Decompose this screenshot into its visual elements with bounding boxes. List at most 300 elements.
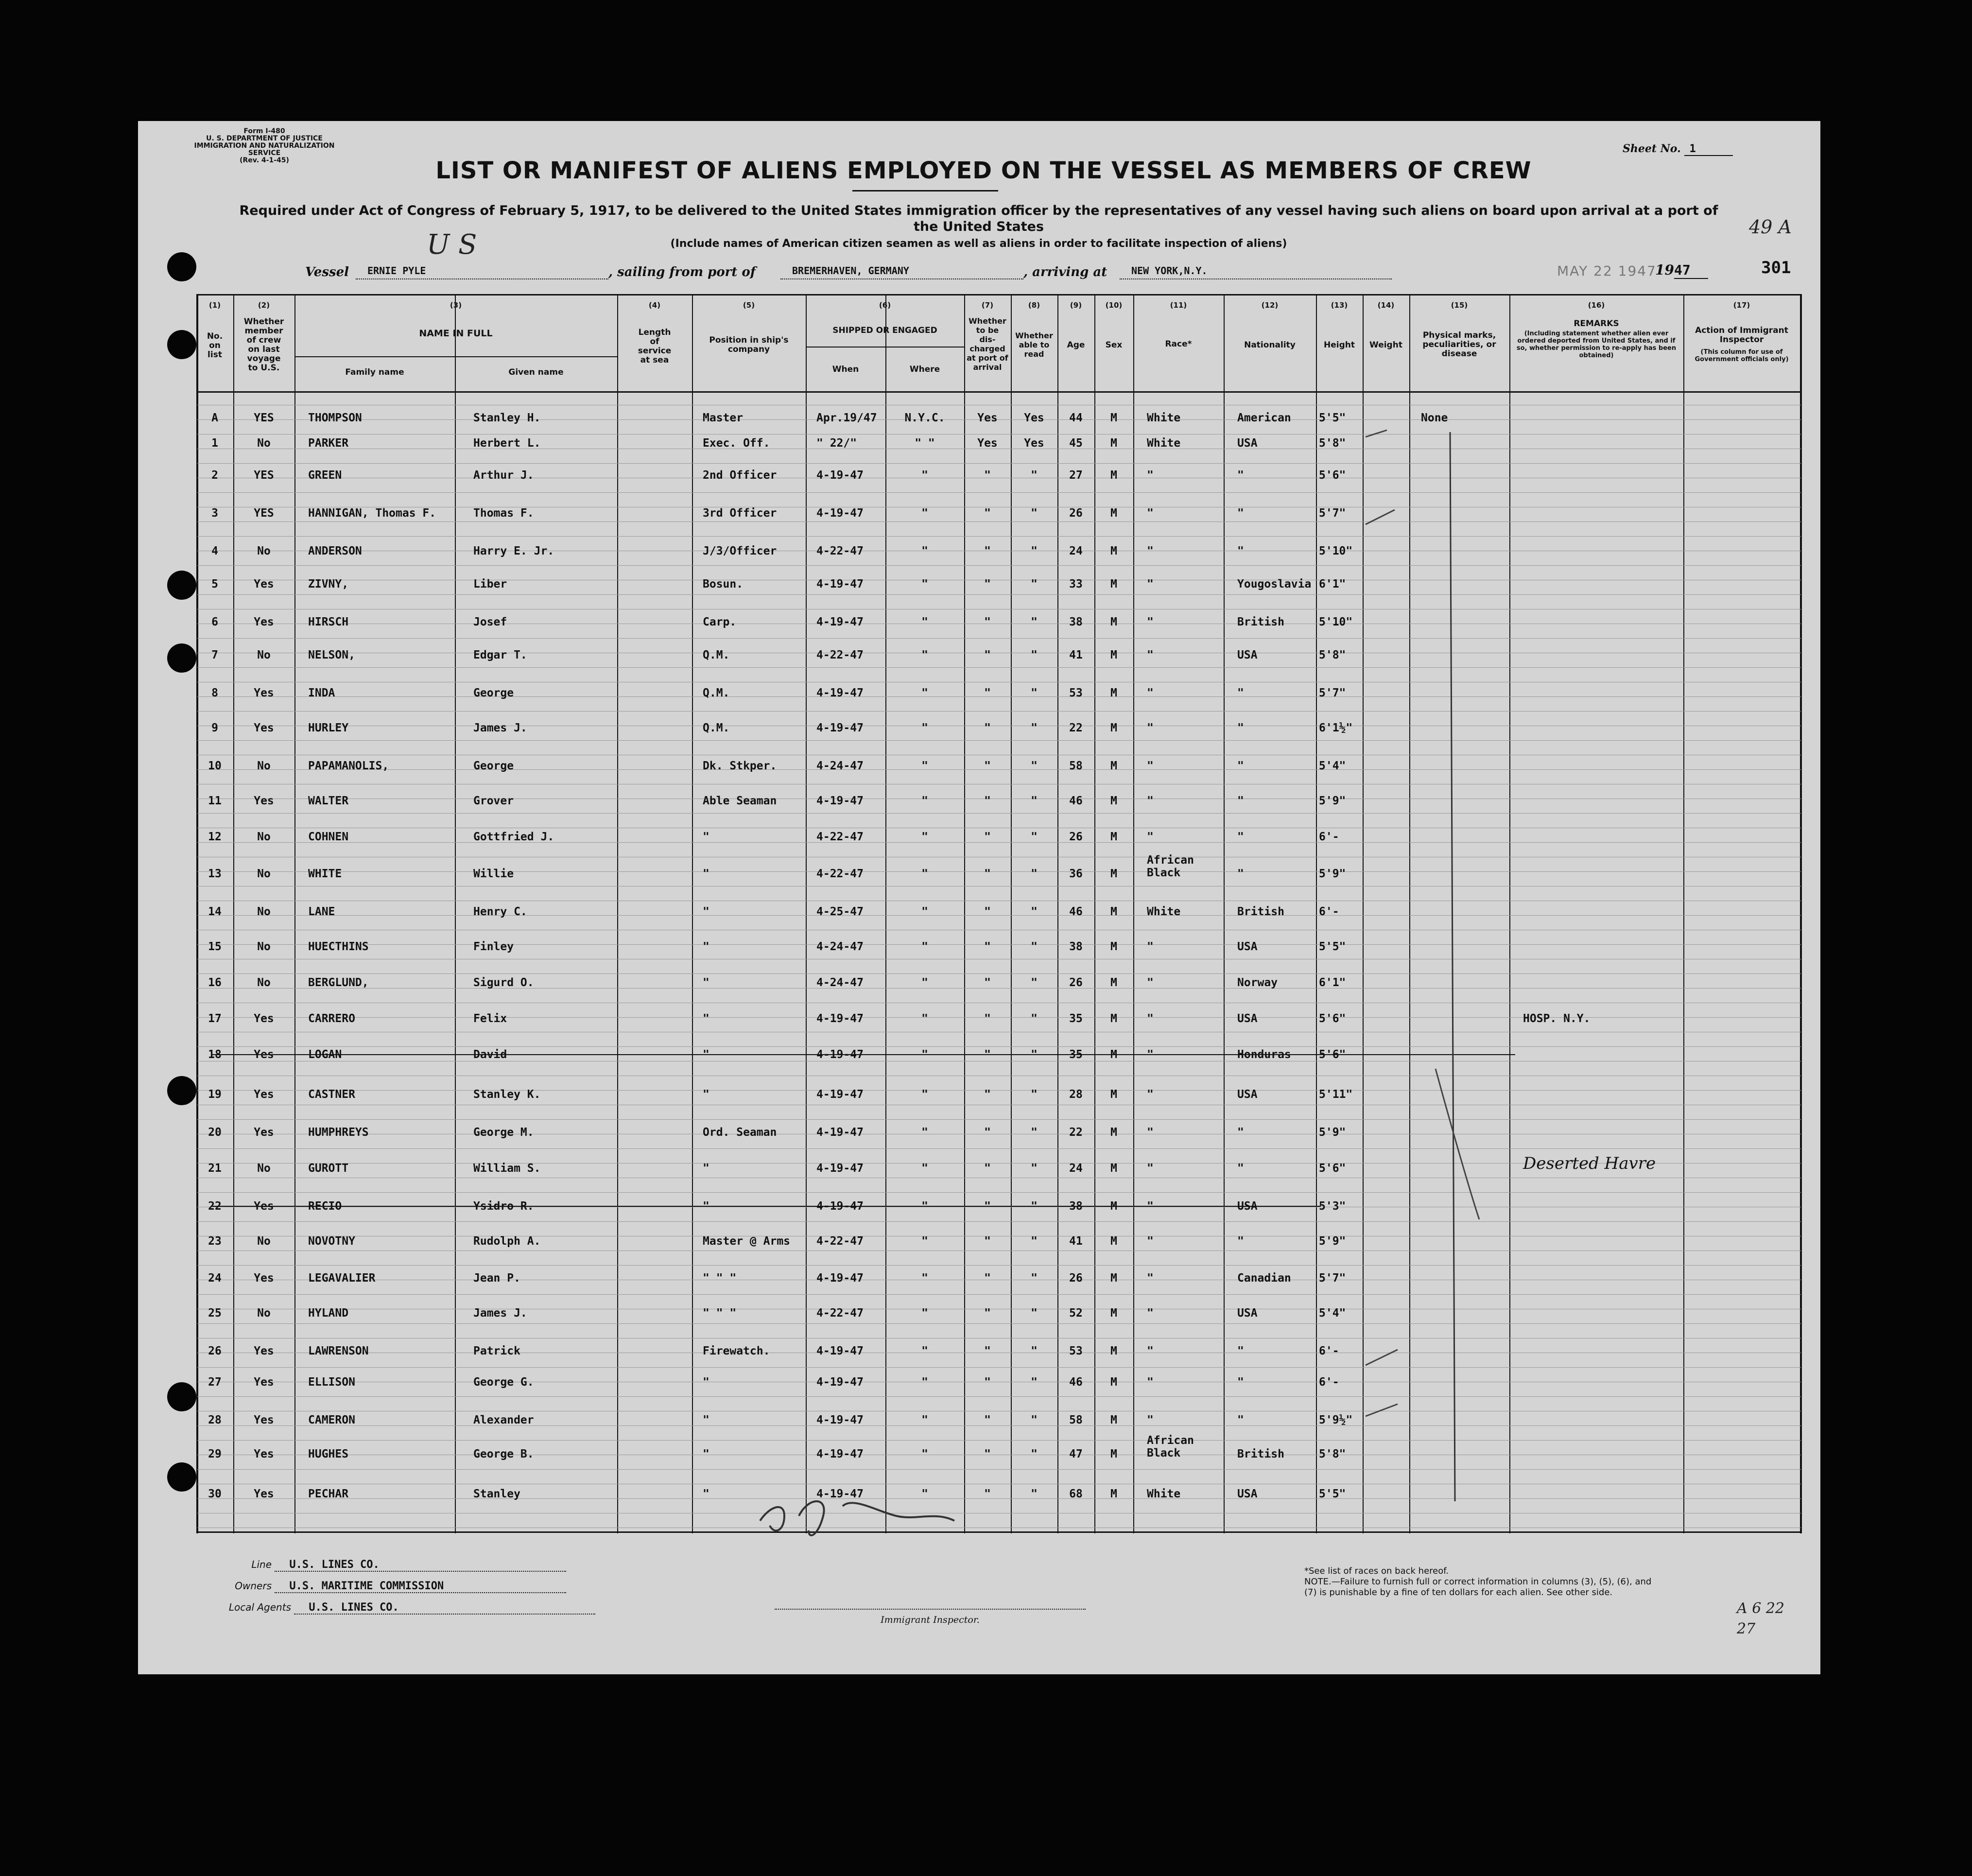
cell-nationality: Yougoslavia — [1237, 578, 1312, 591]
cell-discharged: " — [984, 1200, 991, 1213]
cell-age: 24 — [1069, 545, 1083, 557]
cell-sex: M — [1110, 760, 1117, 772]
cell-given: Josef — [473, 616, 507, 628]
cell-when: 4-19-47 — [816, 1162, 864, 1175]
corner-marks: A 6 22 27 — [1737, 1600, 1784, 1637]
cell-family: HURLEY — [308, 722, 349, 734]
manifest-sheet — [138, 121, 1820, 1674]
cell-sex: M — [1110, 687, 1117, 699]
cell-discharged: " — [984, 507, 991, 520]
cell-race: " — [1147, 1307, 1154, 1320]
ruled-line — [197, 1148, 1801, 1149]
col-num-3: (3) — [450, 301, 462, 310]
cell-discharged: " — [984, 469, 991, 482]
cell-where: " — [921, 1048, 928, 1061]
cell-nationality: USA — [1237, 437, 1258, 450]
cell-nationality: USA — [1237, 1088, 1258, 1101]
cell-nationality: USA — [1237, 940, 1258, 953]
cell-no: 13 — [208, 868, 222, 880]
cell-height: 5'5" — [1319, 1488, 1346, 1500]
cell-family: HUMPHREYS — [308, 1126, 369, 1139]
cell-where: " — [921, 868, 928, 880]
cell-discharged: " — [984, 578, 991, 591]
cell-member: No — [257, 940, 271, 953]
cell-discharged: " — [984, 616, 991, 628]
cell-remarks: HOSP. N.Y. — [1523, 1012, 1591, 1025]
cell-age: 45 — [1069, 437, 1083, 450]
cell-age: 38 — [1069, 616, 1083, 628]
cell-discharged: " — [984, 1235, 991, 1248]
cell-remarks: Deserted Havre — [1523, 1154, 1656, 1173]
cell-position: Q.M. — [703, 687, 730, 699]
cell-read: " — [1031, 1488, 1038, 1500]
cell-height: 5'11" — [1319, 1088, 1353, 1101]
ruled-line — [197, 1294, 1801, 1295]
cell-when: 4-19-47 — [816, 722, 864, 734]
cell-discharged: " — [984, 795, 991, 807]
cell-where: " — [921, 1235, 928, 1248]
page-note: (Include names of American citizen seamen as well as aliens in order to facilitate inspection of aliens) — [670, 238, 1287, 250]
cell-member: YES — [254, 412, 274, 424]
cell-age: 53 — [1069, 687, 1083, 699]
cell-race: " — [1147, 616, 1154, 628]
cell-nationality: " — [1237, 545, 1244, 557]
cell-given: Sigurd O. — [473, 976, 534, 989]
cell-given: George — [473, 687, 514, 699]
cell-position: " — [703, 1414, 709, 1426]
cell-where: " — [921, 722, 928, 734]
cell-read: " — [1031, 1012, 1038, 1025]
cell-given: James J. — [473, 722, 527, 734]
cell-discharged: " — [984, 1162, 991, 1175]
cell-family: COHNEN — [308, 831, 349, 843]
cell-member: No — [257, 1307, 271, 1320]
cell-discharged: " — [984, 1048, 991, 1061]
cell-family: HANNIGAN, Thomas F. — [308, 507, 436, 520]
sailing-port: BREMERHAVEN, GERMANY — [780, 265, 1023, 279]
cell-member: YES — [254, 469, 274, 482]
cell-race: African Black — [1147, 854, 1194, 879]
cell-nationality: " — [1237, 469, 1244, 482]
cell-age: 35 — [1069, 1048, 1083, 1061]
cell-no: 5 — [211, 578, 218, 591]
ruled-line — [197, 973, 1801, 974]
cell-family: CASTNER — [308, 1088, 355, 1101]
cell-no: 24 — [208, 1272, 222, 1285]
cell-discharged: " — [984, 1088, 991, 1101]
cell-family: ZIVNY, — [308, 578, 349, 591]
header-no-on-list: No. on list — [207, 331, 223, 360]
cell-no: 16 — [208, 976, 222, 989]
header-where: Where — [909, 365, 940, 374]
cell-sex: M — [1110, 1048, 1117, 1061]
cell-discharged: " — [984, 868, 991, 880]
header-able-to-read: Whether able to read — [1015, 331, 1053, 359]
header-weight: Weight — [1369, 340, 1402, 350]
cell-where: " — [921, 1414, 928, 1426]
col-num-13: (13) — [1331, 301, 1348, 310]
ruled-line — [197, 521, 1801, 522]
cell-nationality: " — [1237, 1376, 1244, 1389]
cell-nationality: " — [1237, 1235, 1244, 1248]
ruled-line — [197, 536, 1801, 537]
cell-discharged: " — [984, 545, 991, 557]
cell-nationality: Honduras — [1237, 1048, 1291, 1061]
cell-position: Q.M. — [703, 722, 730, 734]
cell-when: 4-19-47 — [816, 1345, 864, 1357]
cell-sex: M — [1110, 1235, 1117, 1248]
cell-position: " " " — [703, 1272, 737, 1285]
cell-discharged: Yes — [977, 437, 998, 450]
cell-read: " — [1031, 469, 1038, 482]
cell-where: " — [921, 1162, 928, 1175]
cell-sex: M — [1110, 616, 1117, 628]
cell-no: 4 — [211, 545, 218, 557]
col-num-15: (15) — [1451, 301, 1468, 310]
cell-height: 5'9" — [1319, 868, 1346, 880]
owners-label: Owners — [235, 1580, 272, 1592]
races-note: *See list of races on back hereof. — [1304, 1566, 1449, 1576]
cell-read: " — [1031, 1307, 1038, 1320]
table-bottom-rule — [197, 1531, 1801, 1533]
cell-when: 4-22-47 — [816, 1307, 864, 1320]
cell-when: 4-19-47 — [816, 1088, 864, 1101]
cell-member: Yes — [254, 1012, 274, 1025]
header-nationality: Nationality — [1244, 340, 1296, 350]
cell-age: 27 — [1069, 469, 1083, 482]
col-num-8: (8) — [1028, 301, 1040, 310]
sheet-number-label: Sheet No. — [1623, 142, 1681, 155]
cell-height: 5'9" — [1319, 1235, 1346, 1248]
cell-given: George — [473, 760, 514, 772]
cell-family: BERGLUND, — [308, 976, 369, 989]
cell-discharged: " — [984, 905, 991, 918]
cell-height: 5'4" — [1319, 1307, 1346, 1320]
cell-sex: M — [1110, 1012, 1117, 1025]
cell-given: Herbert L. — [473, 437, 541, 450]
ruled-line — [197, 1192, 1801, 1193]
cell-read: Yes — [1024, 437, 1044, 450]
ruled-line — [197, 594, 1801, 595]
cell-given: Felix — [473, 1012, 507, 1025]
cell-race: " — [1147, 722, 1154, 734]
cell-member: Yes — [254, 1414, 274, 1426]
cell-family: HYLAND — [308, 1307, 349, 1320]
cell-nationality: Norway — [1237, 976, 1278, 989]
cell-member: Yes — [254, 616, 274, 628]
cell-when: " 22/" — [816, 437, 857, 450]
line-value: U.S. LINES CO. — [275, 1559, 566, 1572]
cell-sex: M — [1110, 1272, 1117, 1285]
cell-given: Willie — [473, 868, 514, 880]
cell-where: " — [921, 1012, 928, 1025]
cell-nationality: British — [1237, 905, 1284, 918]
cell-nationality: British — [1237, 1448, 1284, 1460]
cell-position: " — [703, 940, 709, 953]
cell-read: Yes — [1024, 412, 1044, 424]
cell-nationality: " — [1237, 1345, 1244, 1357]
cell-member: No — [257, 545, 271, 557]
cell-position: Master @ Arms — [703, 1235, 791, 1248]
cell-given: Arthur J. — [473, 469, 534, 482]
cell-sex: M — [1110, 831, 1117, 843]
cell-sex: M — [1110, 795, 1117, 807]
cell-position: Q.M. — [703, 649, 730, 661]
vessel-label: Vessel — [305, 265, 349, 279]
column-rule — [1316, 294, 1317, 1533]
arriving-label: , arriving at — [1023, 265, 1107, 279]
cell-nationality: USA — [1237, 1488, 1258, 1500]
agents-value: U.S. LINES CO. — [294, 1601, 595, 1615]
col-num-2: (2) — [258, 301, 270, 310]
cell-family: ANDERSON — [308, 545, 362, 557]
cell-race: " — [1147, 545, 1154, 557]
cell-nationality: Canadian — [1237, 1272, 1291, 1285]
cell-nationality: American — [1237, 412, 1291, 424]
cell-sex: M — [1110, 507, 1117, 520]
agents-label: Local Agents — [228, 1601, 291, 1613]
header-member-last-voyage: Whether member of crew on last voyage to U.S. — [243, 317, 284, 373]
header-when: When — [832, 365, 859, 374]
cell-member: Yes — [254, 1088, 274, 1101]
cell-family: PARKER — [308, 437, 349, 450]
cell-read: " — [1031, 1048, 1038, 1061]
cell-age: 26 — [1069, 831, 1083, 843]
cell-no: 14 — [208, 905, 222, 918]
cell-member: Yes — [254, 1376, 274, 1389]
cell-age: 41 — [1069, 649, 1083, 661]
cell-sex: M — [1110, 940, 1117, 953]
cell-age: 26 — [1069, 976, 1083, 989]
cell-age: 46 — [1069, 795, 1083, 807]
column-rule — [1409, 294, 1410, 1533]
cell-family: INDA — [308, 687, 335, 699]
cell-position: " — [703, 1088, 709, 1101]
cell-race: " — [1147, 1414, 1154, 1426]
form-id: Form I-480 U. S. DEPARTMENT OF JUSTICE IMMIGRATION AND NATURALIZATION SERVICE (Rev. 4-1-45) — [194, 127, 335, 164]
ruled-line — [197, 740, 1801, 741]
cell-family: NELSON, — [308, 649, 355, 661]
cell-when: 4-19-47 — [816, 1414, 864, 1426]
cell-given: Stanley H. — [473, 412, 541, 424]
header-action: Action of Immigrant Inspector — [1695, 326, 1788, 345]
cell-family: PECHAR — [308, 1488, 349, 1500]
cell-position: Bosun. — [703, 578, 744, 591]
cell-when: 4-24-47 — [816, 760, 864, 772]
cell-no: 30 — [208, 1488, 222, 1500]
col-num-1: (1) — [208, 301, 221, 310]
cell-race: " — [1147, 1272, 1154, 1285]
serial-number: 301 — [1761, 258, 1791, 278]
cell-member: No — [257, 976, 271, 989]
cell-where: " — [921, 469, 928, 482]
cell-no: 26 — [208, 1345, 222, 1357]
cell-when: 4-24-47 — [816, 940, 864, 953]
cell-discharged: " — [984, 976, 991, 989]
cell-race: " — [1147, 795, 1154, 807]
cell-member: No — [257, 1235, 271, 1248]
cell-read: " — [1031, 649, 1038, 661]
col-num-14: (14) — [1377, 301, 1395, 310]
handwritten-us: U S — [427, 229, 477, 261]
cell-where: " — [921, 616, 928, 628]
cell-where: " — [921, 578, 928, 591]
cell-given: George G. — [473, 1376, 534, 1389]
cell-discharged: " — [984, 760, 991, 772]
cell-discharged: " — [984, 722, 991, 734]
col-num-9: (9) — [1070, 301, 1082, 310]
cell-where: " — [921, 1088, 928, 1101]
cell-race: White — [1147, 1488, 1181, 1500]
footer-line — [213, 1559, 566, 1572]
cell-given: Edgar T. — [473, 649, 527, 661]
cell-read: " — [1031, 1088, 1038, 1101]
header-physical-marks: Physical marks, peculiarities, or disease — [1422, 330, 1496, 359]
cell-read: " — [1031, 1376, 1038, 1389]
cell-where: " " — [915, 437, 935, 450]
col-num-6: (6) — [879, 301, 891, 310]
cell-position: Dk. Stkper. — [703, 760, 777, 772]
page-subtitle: Required under Act of Congress of February 5, 1917, to be delivered to the United States immigration officer by the representatives of any vessel having such aliens on board upon arrival at a port of the United States — [239, 203, 1718, 234]
cell-no: 1 — [211, 437, 218, 450]
cell-sex: M — [1110, 1488, 1117, 1500]
cell-no: 9 — [211, 722, 218, 734]
cell-where: " — [921, 687, 928, 699]
cell-no: 8 — [211, 687, 218, 699]
cell-no: 6 — [211, 616, 218, 628]
year-field — [1655, 262, 1708, 279]
ruled-line — [197, 813, 1801, 814]
sheet-number-value: 1 — [1684, 143, 1733, 156]
cell-position: Exec. Off. — [703, 437, 770, 450]
col-num-4: (4) — [648, 301, 661, 310]
cell-family: HUGHES — [308, 1448, 349, 1460]
column-rule — [1224, 294, 1225, 1533]
cell-height: 5'3" — [1319, 1200, 1346, 1213]
cell-nationality: USA — [1237, 1200, 1258, 1213]
cell-when: 4-19-47 — [816, 1126, 864, 1139]
cell-family: RECIO — [308, 1200, 342, 1213]
cell-member: No — [257, 868, 271, 880]
ruled-line — [197, 1221, 1801, 1222]
cell-discharged: " — [984, 1448, 991, 1460]
cell-age: 41 — [1069, 1235, 1083, 1248]
cell-member: Yes — [254, 722, 274, 734]
cell-race: " — [1147, 1345, 1154, 1357]
cell-given: Harry E. Jr. — [473, 545, 554, 557]
cell-no: 27 — [208, 1376, 222, 1389]
header-position: Position in ship's company — [709, 335, 789, 354]
cell-sex: M — [1110, 1307, 1117, 1320]
cell-read: " — [1031, 760, 1038, 772]
cell-read: " — [1031, 545, 1038, 557]
ruled-line — [197, 1119, 1801, 1120]
cell-family: LEGAVALIER — [308, 1272, 376, 1285]
cell-position: " " " — [703, 1307, 737, 1320]
cell-sex: M — [1110, 1088, 1117, 1101]
cell-age: 33 — [1069, 578, 1083, 591]
cell-given: Finley — [473, 940, 514, 953]
cell-race: " — [1147, 1088, 1154, 1101]
cell-read: " — [1031, 722, 1038, 734]
cell-family: WALTER — [308, 795, 349, 807]
cell-nationality: " — [1237, 722, 1244, 734]
cell-member: YES — [254, 507, 274, 520]
cell-age: 38 — [1069, 940, 1083, 953]
cell-no: 25 — [208, 1307, 222, 1320]
cell-age: 22 — [1069, 722, 1083, 734]
ruled-line — [197, 492, 1801, 493]
cell-where: " — [921, 1488, 928, 1500]
cell-race: " — [1147, 1200, 1154, 1213]
cell-no: 29 — [208, 1448, 222, 1460]
cell-nationality: USA — [1237, 1012, 1258, 1025]
cell-read: " — [1031, 507, 1038, 520]
cell-age: 38 — [1069, 1200, 1083, 1213]
header-bottom-rule — [197, 391, 1801, 393]
cell-height: 5'6" — [1319, 1048, 1346, 1061]
cell-member: Yes — [254, 1126, 274, 1139]
header-name-in-full: NAME IN FULL — [419, 328, 493, 339]
cell-where: N.Y.C. — [904, 412, 945, 424]
cell-when: 4-19-47 — [816, 795, 864, 807]
cell-age: 24 — [1069, 1162, 1083, 1175]
col-num-11: (11) — [1170, 301, 1187, 310]
cell-read: " — [1031, 1345, 1038, 1357]
cell-discharged: " — [984, 1414, 991, 1426]
cell-family: LAWRENSON — [308, 1345, 369, 1357]
cell-family: GUROTT — [308, 1162, 349, 1175]
cell-race: " — [1147, 469, 1154, 482]
cell-position: Ord. Seaman — [703, 1126, 777, 1139]
cell-when: 4-19-47 — [816, 507, 864, 520]
cell-family: GREEN — [308, 469, 342, 482]
cell-when: 4-22-47 — [816, 649, 864, 661]
arrival-port: NEW YORK,N.Y. — [1120, 265, 1392, 279]
cell-race: " — [1147, 1376, 1154, 1389]
header-remarks-note: (Including statement whether alien ever ordered deported from United States, and if so, whether permission to re-apply has been obtained) — [1516, 330, 1677, 359]
cell-position: Firewatch. — [703, 1345, 770, 1357]
cell-given: George B. — [473, 1448, 534, 1460]
cell-member: Yes — [254, 1345, 274, 1357]
cell-nationality: " — [1237, 507, 1244, 520]
cell-when: 4-19-47 — [816, 687, 864, 699]
cell-read: " — [1031, 1272, 1038, 1285]
ruled-line — [197, 565, 1801, 566]
col-num-16: (16) — [1588, 301, 1605, 310]
cell-given: Alexander — [473, 1414, 534, 1426]
year-value: 47 — [1674, 262, 1708, 279]
cell-sex: M — [1110, 1448, 1117, 1460]
cell-where: " — [921, 507, 928, 520]
cell-given: James J. — [473, 1307, 527, 1320]
header-length-of-service: Length of service at sea — [638, 328, 672, 365]
col-num-7: (7) — [981, 301, 994, 310]
cell-discharged: " — [984, 831, 991, 843]
cell-nationality: " — [1237, 1126, 1244, 1139]
cell-nationality: British — [1237, 616, 1284, 628]
column-rule — [1800, 294, 1802, 1533]
cell-sex: M — [1110, 905, 1117, 918]
cell-age: 58 — [1069, 760, 1083, 772]
cell-sex: M — [1110, 545, 1117, 557]
cell-when: 4-22-47 — [816, 831, 864, 843]
page-title: LIST OR MANIFEST OF ALIENS EMPLOYED ON THE VESSEL AS MEMBERS OF CREW — [435, 157, 1532, 184]
cell-where: " — [921, 649, 928, 661]
cell-sex: M — [1110, 1200, 1117, 1213]
fine-note: NOTE.—Failure to furnish full or correct information in columns (3), (5), (6), and (7) is punishable by a fine of ten dollars for each alien. See other side. — [1304, 1577, 1652, 1598]
cell-nationality: USA — [1237, 649, 1258, 661]
